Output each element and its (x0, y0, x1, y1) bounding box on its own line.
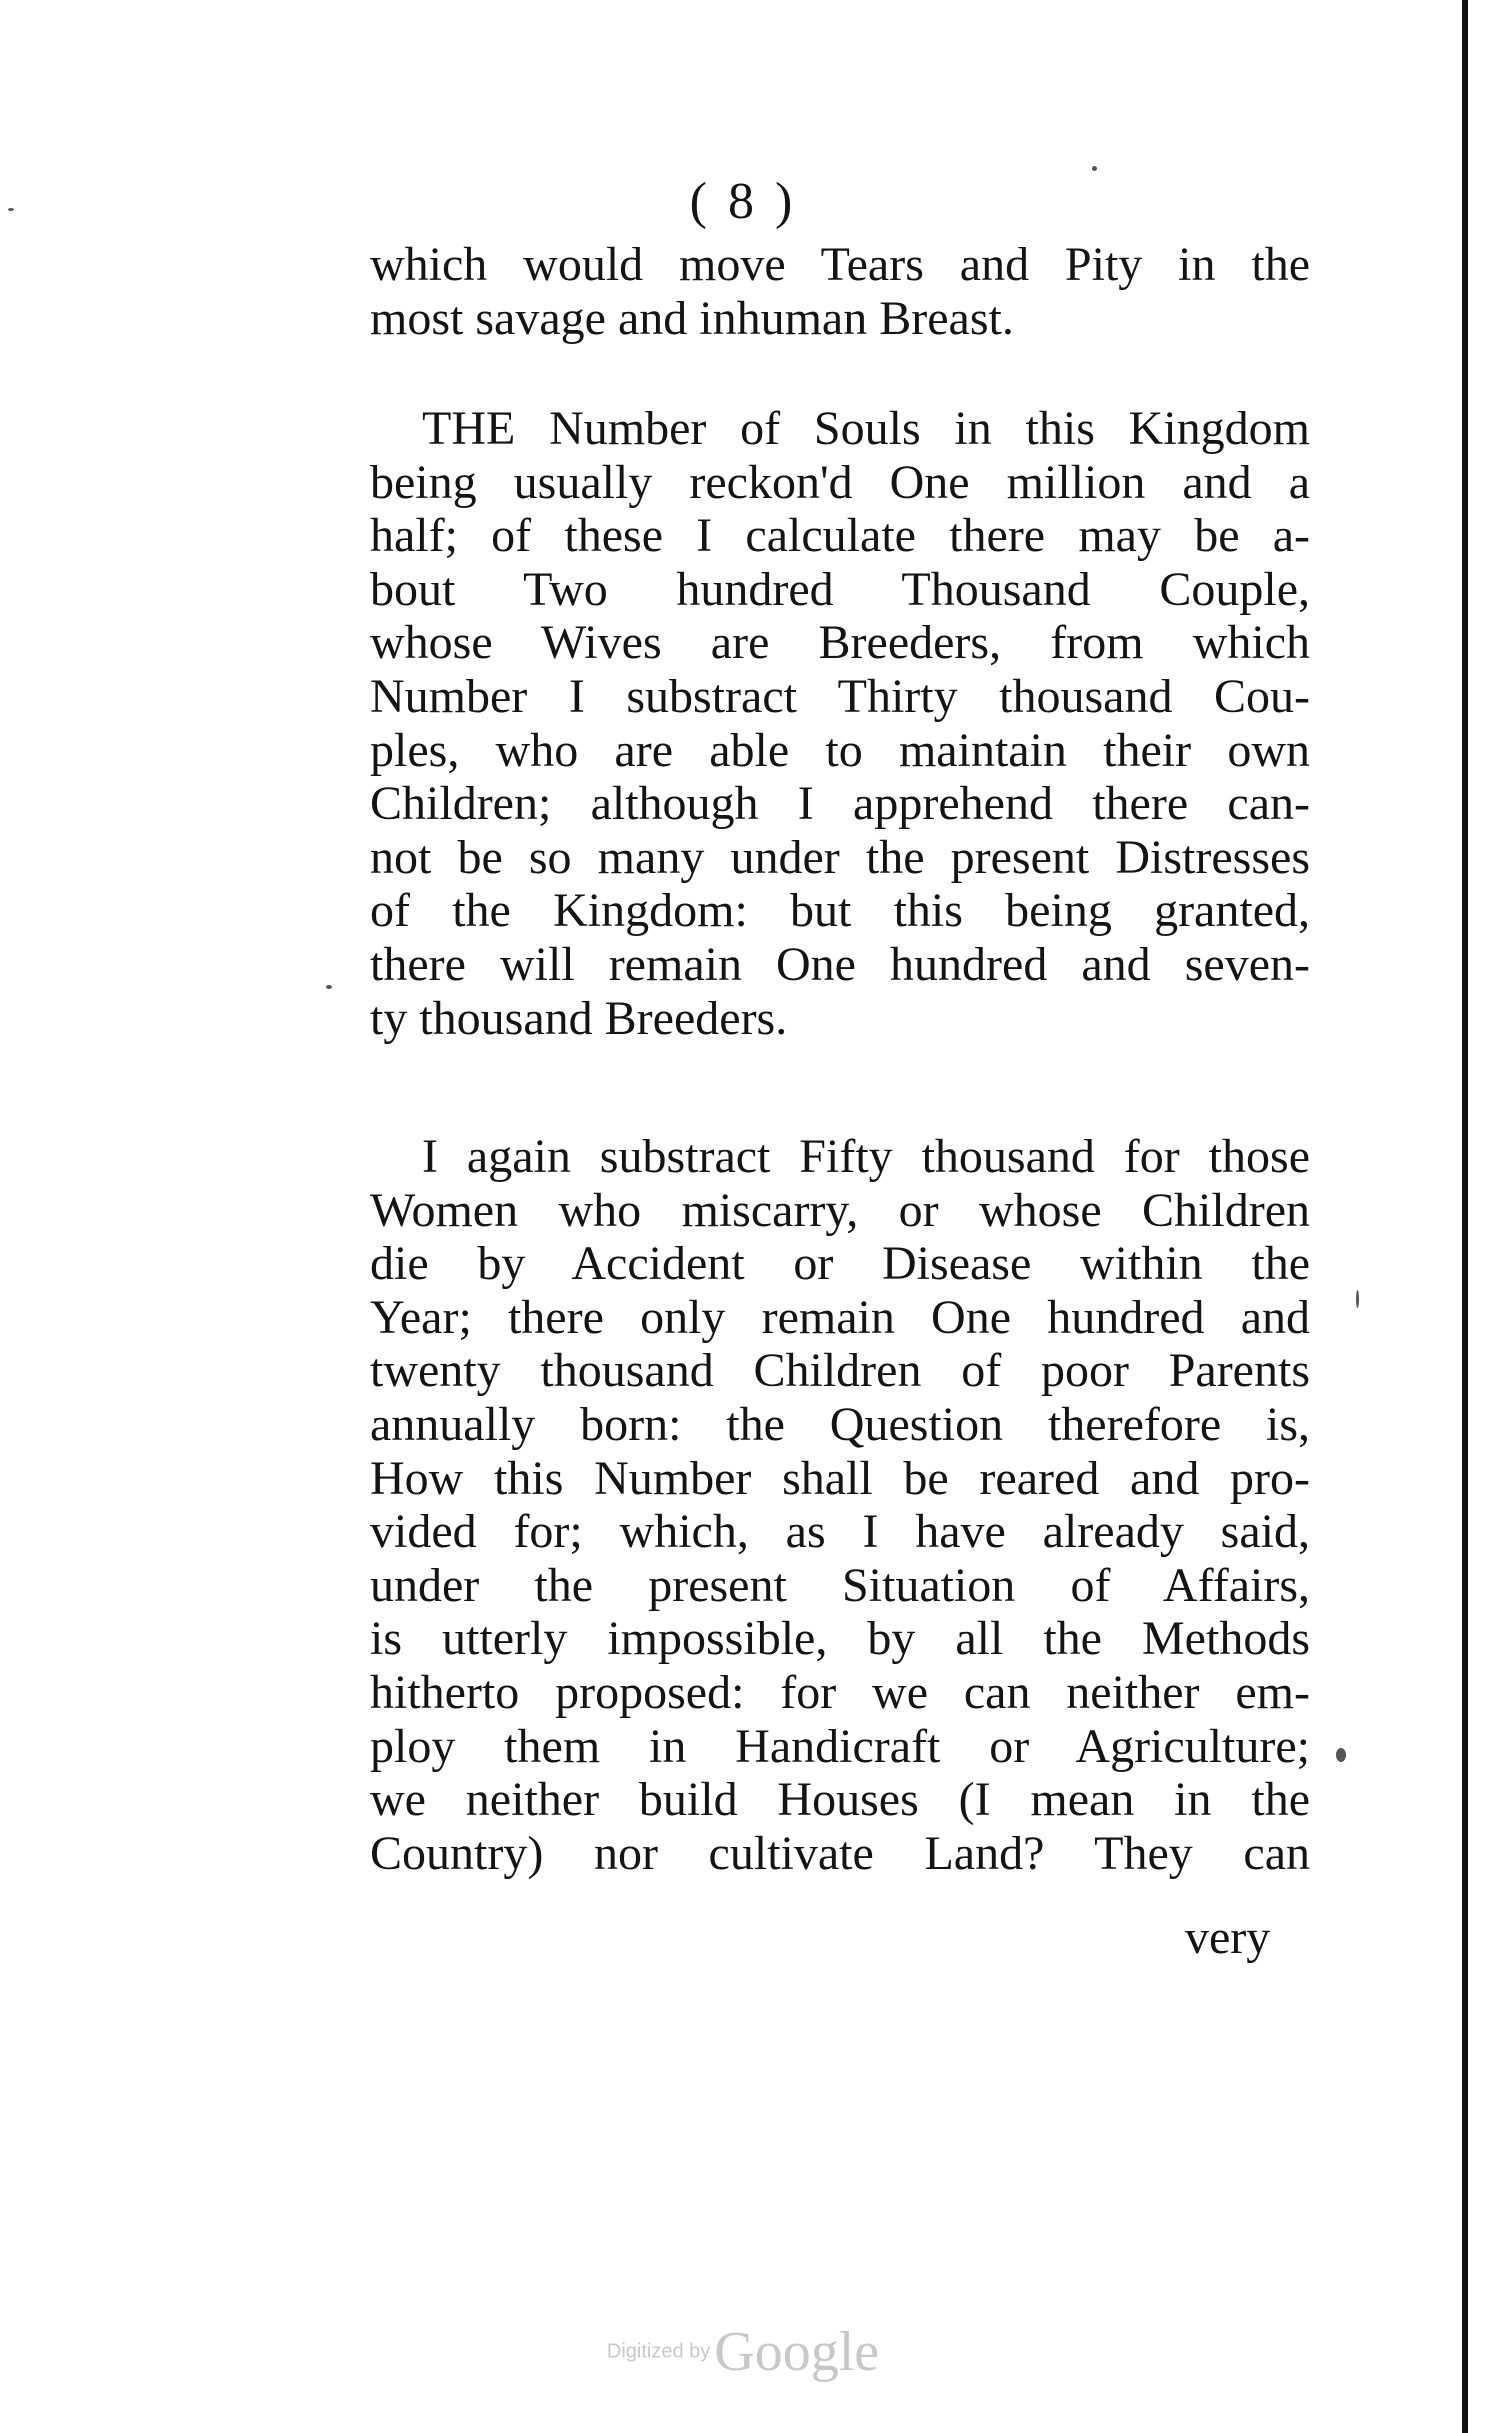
text-line: hitherto proposed: for we can neither em- (370, 1665, 1310, 1719)
text-line: twenty thousand Children of poor Parents (370, 1344, 1310, 1398)
text-line: is utterly impossible, by all the Methods (370, 1612, 1310, 1666)
digitized-by-label: Digitized by (606, 2340, 711, 2363)
text-line: we neither build Houses (I mean in the (370, 1773, 1310, 1827)
text-line: Number I substract Thirty thousand Cou- (370, 669, 1310, 723)
text-line: ty thousand Breeders. (370, 991, 788, 1045)
scan-speck (326, 985, 332, 989)
digitized-watermark (0, 2320, 1486, 2384)
text-line: Women who miscarry, or whose Children (370, 1183, 1310, 1237)
text-line: ploy them in Handicraft or Agriculture; (370, 1719, 1310, 1773)
text-line: whose Wives are Breeders, from which (370, 616, 1310, 670)
text-line: there will remain One hundred and seven- (370, 937, 1310, 991)
paragraph-2 (370, 402, 1310, 1045)
text-line: Children; although I apprehend there can- (370, 777, 1310, 831)
text-line: not be so many under the present Distresses (370, 830, 1310, 884)
scan-speck (1356, 1290, 1359, 1308)
google-logo: Google (714, 2321, 880, 2383)
text-line: Year; there only remain One hundred and (370, 1290, 1310, 1344)
paragraph-3 (370, 1130, 1310, 1880)
text-line: THE Number of Souls in this Kingdom (422, 402, 1310, 455)
text-line: being usually reckon'd One million and a (370, 455, 1310, 509)
paragraph-1 (370, 238, 1310, 345)
text-line: most savage and inhuman Breast. (370, 291, 1014, 345)
text-line: bout Two hundred Thousand Couple, (370, 562, 1310, 616)
page-edge (1462, 0, 1468, 2433)
catchword: very (1185, 1911, 1271, 1964)
text-line: I again substract Fifty thousand for those (422, 1130, 1310, 1183)
text-line: Country) nor cultivate Land? They can (370, 1826, 1310, 1880)
text-line: which would move Tears and Pity in the (370, 238, 1310, 291)
page-number: ( 8 ) (689, 173, 797, 230)
text-line: annually born: the Question therefore is, (370, 1397, 1310, 1451)
text-line: half; of these I calculate there may be a- (370, 509, 1310, 563)
text-line: die by Accident or Disease within the (370, 1237, 1310, 1291)
text-line: of the Kingdom: but this being granted, (370, 884, 1310, 938)
text-line: under the present Situation of Affairs, (370, 1558, 1310, 1612)
text-line: ples, who are able to maintain their own (370, 723, 1310, 777)
scan-speck (1092, 166, 1097, 171)
scan-speck (1336, 1748, 1346, 1762)
text-line: How this Number shall be reared and pro- (370, 1451, 1310, 1505)
text-line: vided for; which, as I have already said, (370, 1505, 1310, 1559)
